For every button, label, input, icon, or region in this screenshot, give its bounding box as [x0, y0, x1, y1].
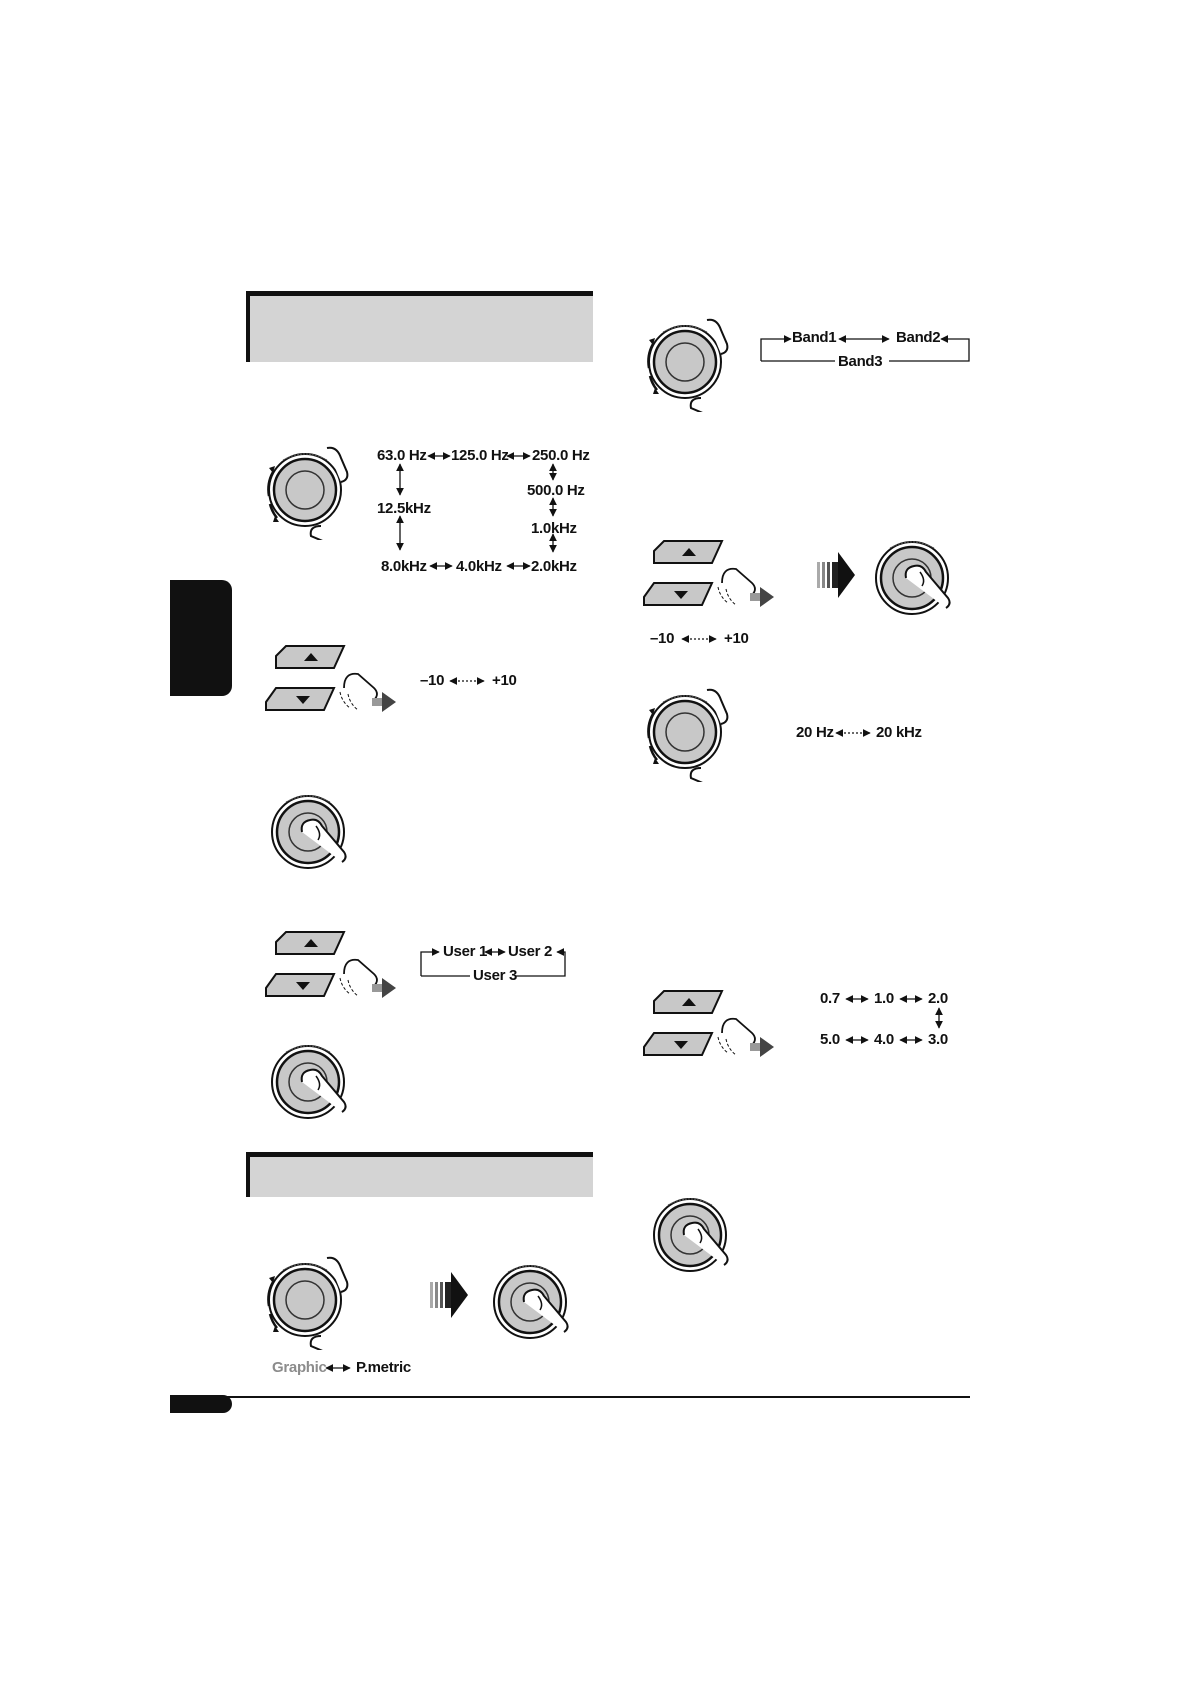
next-step-arrow-icon	[430, 1270, 470, 1320]
freq-4k: 4.0kHz	[456, 558, 502, 575]
freq-63: 63.0 Hz	[377, 447, 427, 464]
press-dial-icon-4	[862, 528, 962, 628]
band-2: Band2	[896, 329, 941, 346]
press-dial-icon-2	[258, 1032, 358, 1132]
q-10: 1.0	[874, 990, 894, 1007]
user-cycle-arrows	[415, 940, 575, 985]
press-dial-icon-3	[480, 1252, 580, 1352]
control-dial-icon-3	[635, 312, 735, 412]
up-down-buttons-icon-3	[640, 535, 780, 625]
up-down-buttons-icon-4	[640, 985, 780, 1075]
band-1: Band1	[792, 329, 837, 346]
next-step-arrow-icon-2	[817, 550, 857, 600]
user-3: User 3	[473, 967, 518, 984]
level-range-arrow-left	[448, 675, 488, 687]
side-tab	[170, 580, 232, 696]
freq-500: 500.0 Hz	[527, 482, 585, 499]
freq-8k: 8.0kHz	[381, 558, 427, 575]
mode-toggle-arrow	[324, 1362, 354, 1374]
control-dial-icon-2	[255, 1250, 355, 1350]
level-range-arrow-right	[680, 633, 720, 645]
control-dial-icon-4	[635, 682, 735, 782]
freq-cycle-arrows	[370, 440, 600, 580]
q-20: 2.0	[928, 990, 948, 1007]
user-2: User 2	[508, 943, 553, 960]
up-down-buttons-icon-2	[262, 926, 402, 1016]
freq-2k: 2.0kHz	[531, 558, 577, 575]
press-dial-icon-5	[640, 1185, 740, 1285]
mode-graphic: Graphic	[272, 1359, 327, 1376]
freq-range-min: 20 Hz	[796, 724, 834, 741]
level-min-left: –10	[420, 672, 445, 689]
q-50: 5.0	[820, 1031, 840, 1048]
user-1: User 1	[443, 943, 488, 960]
band-cycle-arrows	[755, 325, 975, 370]
q-cycle-arrows	[840, 988, 960, 1048]
control-dial-icon	[255, 440, 355, 540]
freq-1k: 1.0kHz	[531, 520, 577, 537]
q-07: 0.7	[820, 990, 840, 1007]
section-header-1	[246, 291, 593, 362]
level-max-left: +10	[492, 672, 517, 689]
freq-12k: 12.5kHz	[377, 500, 431, 517]
level-min-right: –10	[650, 630, 675, 647]
level-max-right: +10	[724, 630, 749, 647]
freq-250: 250.0 Hz	[532, 447, 590, 464]
footer-rule	[170, 1396, 970, 1398]
mode-pmetric: P.metric	[356, 1359, 411, 1376]
q-40: 4.0	[874, 1031, 894, 1048]
freq-range-arrow	[834, 727, 874, 739]
section-header-2	[246, 1152, 593, 1197]
band-3: Band3	[838, 353, 883, 370]
q-30: 3.0	[928, 1031, 948, 1048]
freq-125: 125.0 Hz	[451, 447, 509, 464]
freq-range-max: 20 kHz	[876, 724, 922, 741]
press-dial-icon	[258, 782, 358, 882]
up-down-buttons-icon	[262, 640, 402, 730]
